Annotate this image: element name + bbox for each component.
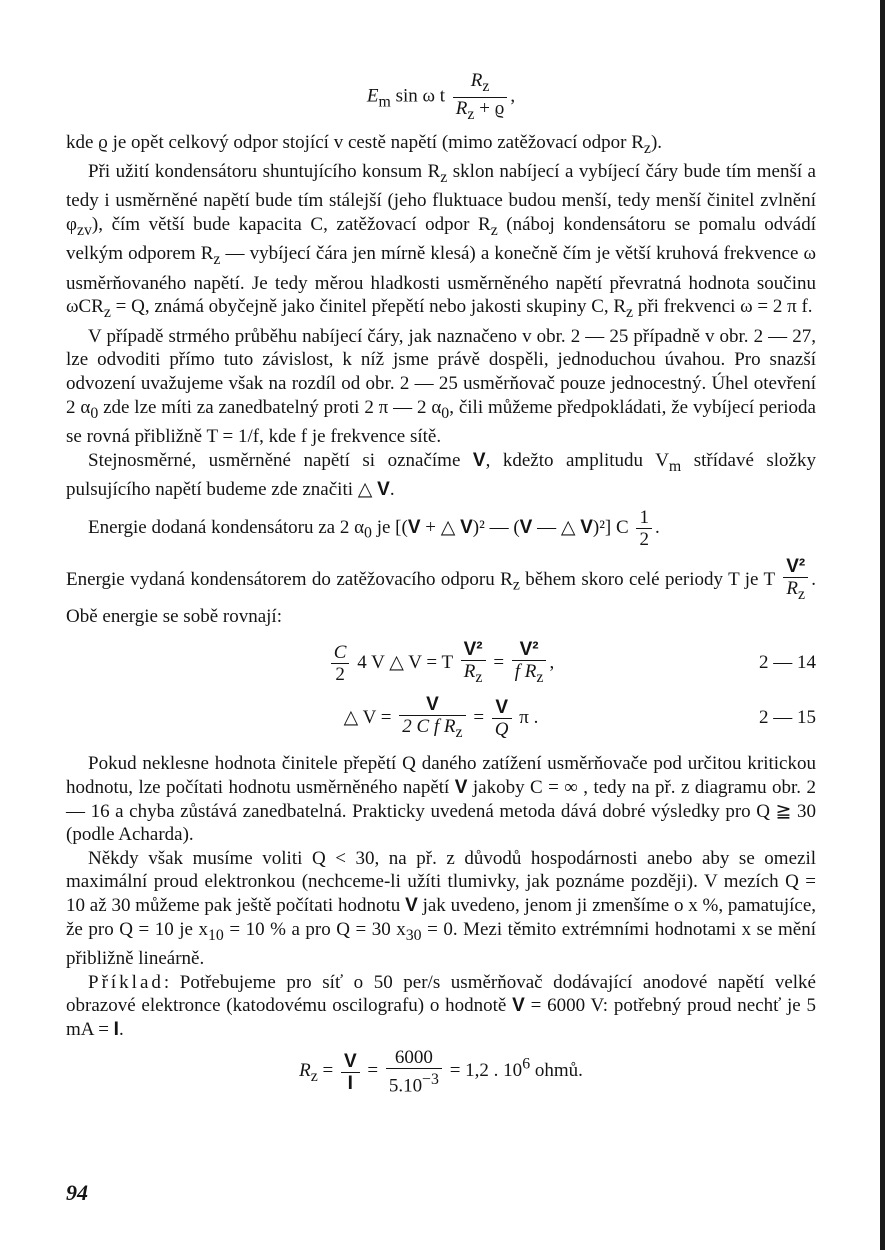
fraction: $\frac{V}{Q}$ (492, 697, 512, 740)
fraction: $\frac{C}{2}$ (331, 642, 350, 685)
page-number: 94 (66, 1180, 88, 1205)
equation-2-14: $\frac{C}{2}$ 4 V △ V = T $\frac{\text{V²}}{R_z}$ = $\frac{\text{V²}}{f R_z}$ , 2 — 14 (66, 639, 816, 688)
fraction: $\frac{R_z}{R_z + ϱ}$ (453, 70, 508, 125)
paragraph-6: Pokud neklesne hodnota činitele přepětí Q daného zatížení usměrňovače pod určitou kritickou hodnotu, lze počítati hodnotu usměrněného napětí V jakoby C = ∞ , tedy na př. z diagramu obr. 2 — 16 a chyba zůstává zanedbatelná. Prakticky uvedená metoda dává dobré výsledky pro Q ≧ 30 (podle Acharda). (66, 753, 816, 846)
fraction: $\frac{\text{V²}}{R_z}$ (461, 639, 486, 688)
equation-energy: Energie dodaná kondensátoru za 2 $\alpha_0$ je [(V + △ V)² — (V — △ V)²] C $\frac{1}{2}$ . (88, 507, 660, 551)
paragraph-8: Příklad: Potřebujeme pro síť o 50 per/s usměrňovač dodávající anodové napětí velké obrazové elektronce (katodovému oscilografu) o hodnotě V = 6000 V: potřebný proud nechť je 5 mA = I. (66, 971, 816, 1040)
paragraph-7: Někdy však musíme voliti Q < 30, na př. z důvodů hospodárnosti anebo aby se omezil maximální proud elektronkou (nechceme-li užíti tlumivky, jak poznáme později). V mezích Q = 10 až 30 můžeme pak ještě počítati hodnotu V jak uvedeno, jenom ji zmenšíme o x %, pamatujíce, že pro Q = 10 je $x_{10} = 10$ % a pro Q = 30 $x_{30} = 0$. Mezi těmito extrémními hodnotami x se mění přibližně lineárně. (66, 847, 817, 970)
fraction: $\frac{\text{V²}}{f R_z}$ (512, 639, 547, 688)
fraction: $\frac{V}{I}$ (341, 1051, 360, 1094)
equation-final: $R_z$ = $\frac{V}{I}$ = $\frac{6000}{5.10^{-3}}$ = 1,2 . $10^6$ ohmů. (299, 1047, 583, 1097)
fraction: $\frac{1}{2}$ (636, 507, 652, 550)
scan-edge (880, 0, 885, 1250)
paragraph-1: kde ϱ je opět celkový odpor stojící v cestě napětí (mimo zatěžovací odpor $R_z$). (66, 131, 663, 157)
fraction: $\frac{V}{2 C f R_z}$ (399, 694, 465, 743)
equation-top: $E_m$ sin ω t $\frac{R_z}{R_z + ϱ}$ , (366, 70, 516, 123)
paragraph-5: Energie vydaná kondensátorem do zatěžovacího odporu $R_z$ během skoro celé periody T je T $\frac{\text{V²}}{R_z}$ . Obě energie se sobě rovnají: (66, 556, 816, 628)
paragraph-3: V případě strmého průběhu nabíjecí čáry, jak naznačeno v obr. 2 — 25 případně v obr. 2 — 27, lze odvoditi přímo tuto závislost, k níž jsme právě dospěli, jednoduchou úvahou. Pro snazší odvození uvažujeme však na rozdíl od obr. 2 — 25 usměrňovač pouze jednocestný. Úhel otevření 2 $\alpha_0$ zde lze míti za zanedbatelný proti 2 π — 2 $\alpha_0$, čili můžeme předpokládati, že vybíjecí perioda se rovná přibližně T = 1/f, kde f je frekvence sítě. (66, 325, 816, 447)
equation-number: 2 — 15 (759, 707, 816, 729)
page-body (66, 70, 816, 1103)
equation-2-15: △ V = $\frac{V}{2 C f R_z}$ = $\frac{V}{Q}$ π . 2 — 15 (343, 693, 816, 741)
equation-number: 2 — 14 (759, 652, 816, 674)
paragraph-4: Stejnosměrné, usměrněné napětí si označíme V, kdežto amplitudu $V_m$ střídavé složky pulsujícího napětí budeme zde značiti △ V. (66, 449, 816, 500)
paragraph-2: Při užití kondensátoru shuntujícího konsum $R_z$ sklon nabíjecí a vybíjecí čáry bude tím menší a tedy i usměrněné napětí bude tím stálejší (jeho fluktuace budou menší, tedy menší činitel zvlnění $\varphi_{zv}$), čím větší bude kapacita C, zatěžovací odpor $R_z$ (náboj kondensátoru se pomalu odvádí velkým odporem $R_z$ — vybíjecí čára jen mírně klesá) a konečně čím je větší kruhová frekvence ω usměrňovaného napětí. Je tedy měrou hladkosti usměrněného napětí převratná hodnota součinu ωCR$_z$ = Q, známá obyčejně jako činitel přepětí nebo jakosti skupiny C, $R_z$ při frekvenci ω = 2 π f. (66, 160, 817, 322)
fraction: $\frac{\text{V²}}{R_z}$ (783, 556, 808, 605)
fraction: $\frac{6000}{5.10^{-3}}$ (386, 1047, 442, 1096)
